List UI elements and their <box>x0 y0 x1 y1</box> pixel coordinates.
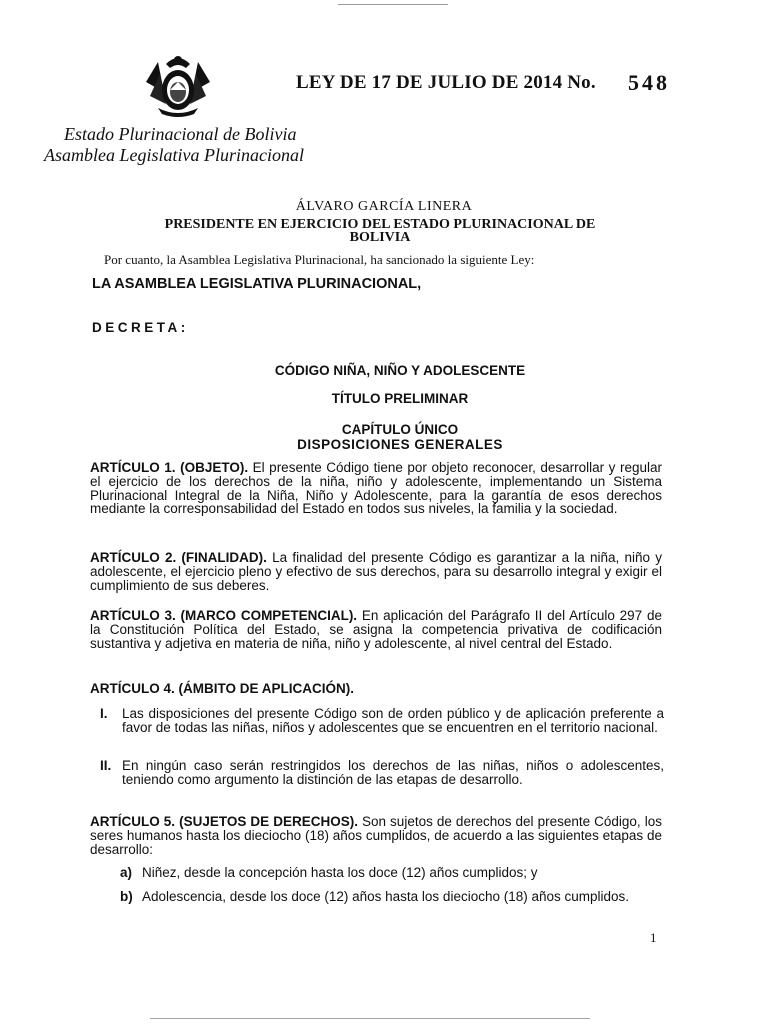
article-3-heading: ARTÍCULO 3. (MARCO COMPETENCIAL). <box>90 608 358 623</box>
article-5-text: Son sujetos de derechos del presente Código, los seres humanos hasta los dieciocho (18) años cumplidos, de acuerdo a las siguientes etapas de desarrollo: <box>90 814 662 857</box>
law-title: LEY DE 17 DE JULIO DE 2014 No. <box>296 72 596 93</box>
president-title: PRESIDENTE EN EJERCICIO DEL ESTADO PLURINACIONAL DE BOLIVIA <box>164 217 596 245</box>
article-3-text: En aplicación del Parágrafo II del Artículo 297 de la Constitución Política del Estado, se asigna la competencia privativa de codificación sustantiva y adjetiva en materia de niña, niño y adolescente, al nivel central del Estado. <box>90 608 662 651</box>
article-5-item-text: Niñez, desde la concepción hasta los doce (12) años cumplidos; y <box>142 865 538 880</box>
article-5-heading: ARTÍCULO 5. (SUJETOS DE DERECHOS). <box>90 814 358 829</box>
article-4-item-text: En ningún caso serán restringidos los derechos de las niñas, niños o adolescentes, teniendo como argumento la distinción de las etapas de desarrollo. <box>122 758 664 787</box>
president-name: ÁLVARO GARCÍA LINERA <box>295 199 473 214</box>
article-5 <box>90 815 662 856</box>
dispositions-heading: DISPOSICIONES GENERALES <box>297 437 503 452</box>
whereas-clause: Por cuanto, la Asamblea Legislativa Plurinacional, ha sancionado la siguiente Ley: <box>104 252 535 267</box>
article-4-item <box>100 707 664 735</box>
article-4-item <box>100 759 664 787</box>
code-title: CÓDIGO NIÑA, NIÑO Y ADOLESCENTE <box>274 363 526 378</box>
article-4-item-number: II. <box>100 758 112 773</box>
article-5-item-text: Adolescencia, desde los doce (12) años hasta los dieciocho (18) años cumplidos. <box>142 889 630 904</box>
article-2 <box>90 551 662 592</box>
title-preliminar: TÍTULO PRELIMINAR <box>331 391 469 406</box>
assembly-name-line: Asamblea Legislativa Plurinacional <box>44 145 304 165</box>
article-1-heading: ARTÍCULO 1. (OBJETO). <box>90 460 249 475</box>
chapter-heading: CAPÍTULO ÚNICO <box>341 422 459 437</box>
article-5-item-letter: b) <box>120 889 133 904</box>
article-5-item <box>120 890 664 904</box>
article-2-text: La finalidad del presente Código es garantizar a la niña, niño y adolescente, el ejercicio pleno y efectivo de sus derechos, para su desarrollo integral y exigir el cumplimiento de sus deberes. <box>90 550 663 593</box>
article-2-heading: ARTÍCULO 2. (FINALIDAD). <box>90 550 267 565</box>
decreta-heading: DECRETA: <box>92 320 189 335</box>
law-number: 548 <box>628 70 670 95</box>
page-number: 1 <box>650 930 657 945</box>
article-4-item-number: I. <box>100 706 108 721</box>
scan-artifact-top <box>338 4 448 5</box>
bolivia-coat-of-arms-icon <box>140 52 216 118</box>
assembly-heading: LA ASAMBLEA LEGISLATIVA PLURINACIONAL, <box>92 276 422 292</box>
article-4-item-text: Las disposiciones del presente Código son de orden público y de aplicación preferente a favor de todas las niñas, niños y adolescentes que se encuentren en el territorio nacional. <box>122 706 664 735</box>
article-5-item <box>120 866 664 880</box>
article-1 <box>90 461 662 516</box>
article-4-heading: ARTÍCULO 4. (ÁMBITO DE APLICACIÓN). <box>90 681 354 696</box>
scan-artifact-bottom <box>150 1018 590 1019</box>
article-3 <box>90 609 662 650</box>
article-1-text: El presente Código tiene por objeto reconocer, desarrollar y regular el ejercicio de los derechos de la niña, niño y adolescente, implementando un Sistema Plurinacional Integral de la Niña, Niño y Adolescente, para la garantía de esos derechos mediante la corresponsabilidad del Estado en todos sus niveles, la familia y la sociedad. <box>90 460 662 517</box>
article-5-item-letter: a) <box>120 865 133 880</box>
state-name-line: Estado Plurinacional de Bolivia <box>64 124 297 144</box>
